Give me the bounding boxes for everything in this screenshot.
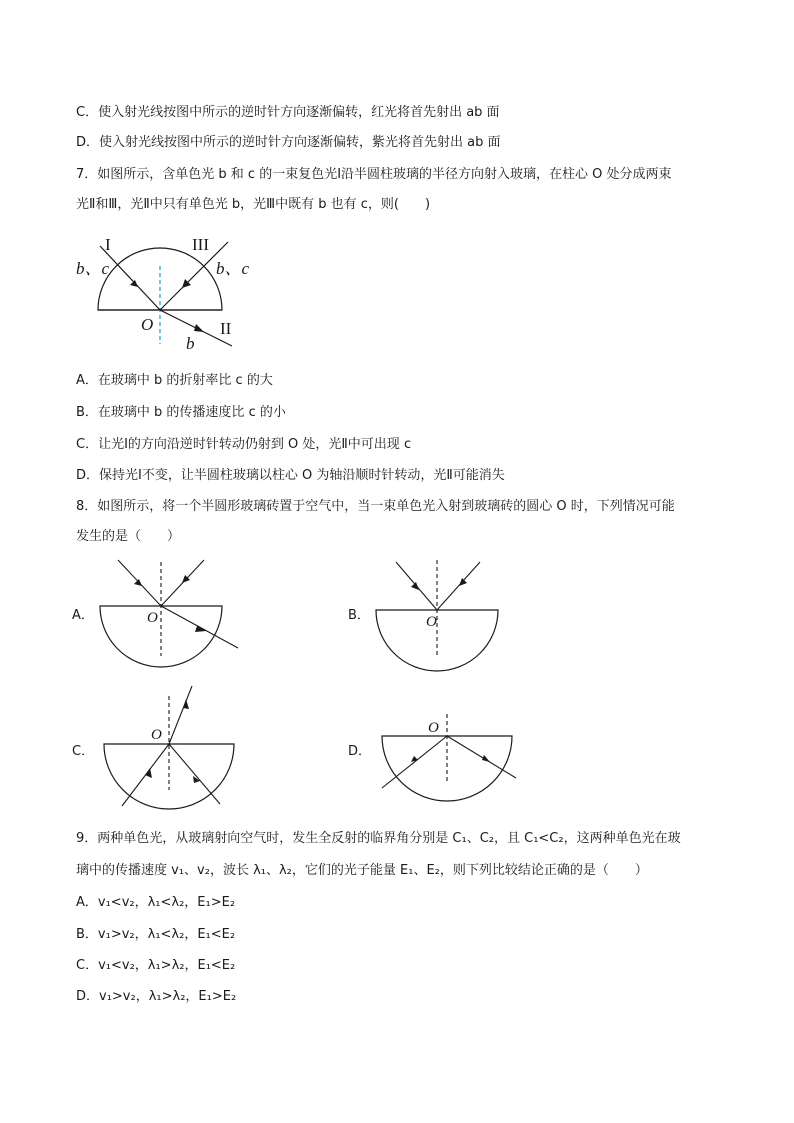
q8d-label-O: O <box>428 720 439 736</box>
q9-option-c: C．v₁<v₂，λ₁>λ₂，E₁<E₂ <box>76 958 236 973</box>
q8-label-A: A． <box>72 608 94 623</box>
q7-option-d: D．保持光Ⅰ不变，让半圆柱玻璃以柱心 O 为轴沿顺时针转动，光Ⅱ可能消失 <box>76 468 505 483</box>
prev-option-c: C．使入射光线按图中所示的逆时针方向逐渐偏转，红光将首先射出 ab 面 <box>76 105 500 120</box>
q7-label-II: II <box>220 319 232 338</box>
q8-label-D: D． <box>348 744 372 759</box>
q9-option-d: D．v₁>v₂，λ₁>λ₂，E₁>E₂ <box>76 989 237 1004</box>
q7-label-incident-colors: b、c <box>76 259 110 278</box>
q8-label-B: B． <box>348 608 370 623</box>
q8-figure-c <box>100 684 260 814</box>
q8-label-C: C． <box>72 744 95 759</box>
q7-semicircle-glass <box>98 248 222 310</box>
q7-option-b: B．在玻璃中 b 的传播速度比 c 的小 <box>76 405 286 420</box>
q7-option-a: A．在玻璃中 b 的折射率比 c 的大 <box>76 373 273 388</box>
q9-option-b: B．v₁>v₂，λ₁<λ₂，E₁<E₂ <box>76 927 236 942</box>
q8c-label-O: O <box>151 727 162 743</box>
q8b-label-O: O <box>426 614 437 630</box>
q9-option-a: A．v₁<v₂，λ₁<λ₂，E₁>E₂ <box>76 895 236 910</box>
q7-figure <box>70 232 270 352</box>
q8-stem-line1: 8．如图所示，将一个半圆形玻璃砖置于空气中，当一束单色光入射到玻璃砖的圆心 O 时，下列情况可能 <box>76 499 675 514</box>
q8-stem-line2: 发生的是（ ） <box>76 529 181 544</box>
q7-stem-line1: 7．如图所示，含单色光 b 和 c 的一束复色光Ⅰ沿半圆柱玻璃的半径方向射入玻璃，在柱心 O 处分成两束 <box>76 167 672 182</box>
q7-label-III: III <box>192 235 209 254</box>
q7-label-reflected-colors: b、c <box>216 259 250 278</box>
q7-option-c: C．让光Ⅰ的方向沿逆时针转动仍射到 O 处，光Ⅱ中可出现 c <box>76 437 412 452</box>
q8-figure-d <box>378 712 548 822</box>
q7-label-b: b <box>186 334 195 353</box>
q8-figure-a <box>96 556 256 666</box>
q8a-label-O: O <box>147 610 158 626</box>
q7-label-I: I <box>105 235 111 254</box>
q7-stem-line2: 光Ⅱ和Ⅲ，光Ⅱ中只有单色光 b，光Ⅲ中既有 b 也有 c，则( ) <box>76 197 431 212</box>
q9-stem-line1: 9．两种单色光，从玻璃射向空气时，发生全反射的临界角分别是 C₁、C₂，且 C₁<C₂，这两种单色光在玻 <box>76 831 681 846</box>
q8-figure-b <box>372 556 532 666</box>
q9-stem-line2: 璃中的传播速度 v₁、v₂，波长 λ₁、λ₂，它们的光子能量 E₁、E₂，则下列比较结论正确的是（ ） <box>76 863 648 878</box>
prev-option-d: D．使入射光线按图中所示的逆时针方向逐渐偏转，紫光将首先射出 ab 面 <box>76 135 501 150</box>
q7-label-O: O <box>141 315 154 334</box>
